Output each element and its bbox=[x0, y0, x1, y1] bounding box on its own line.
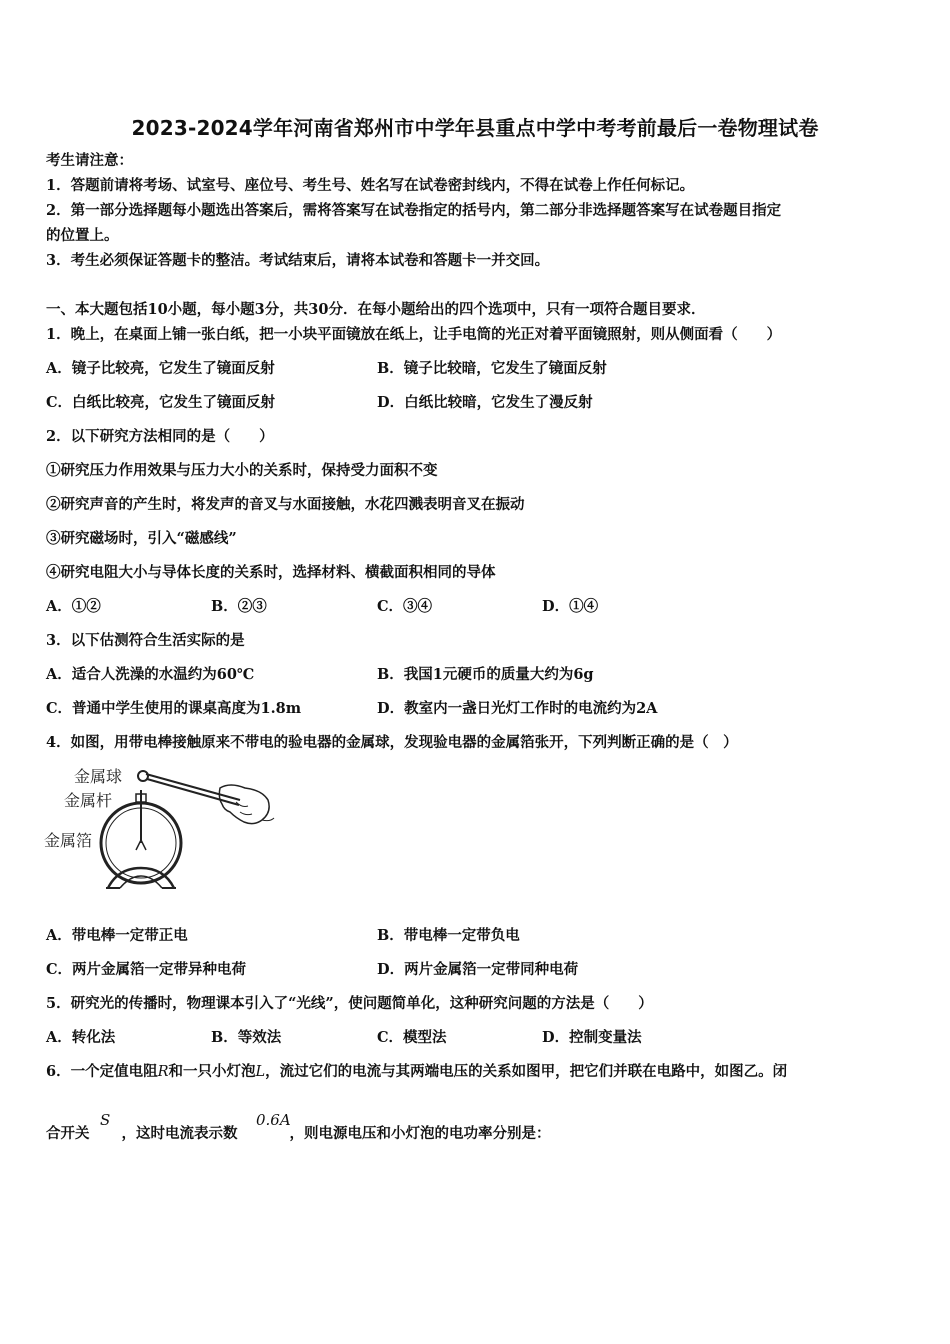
q4-option-c: C．两片金属箔一定带异种电荷 bbox=[46, 961, 247, 978]
q6-stem-line2 bbox=[46, 1124, 551, 1144]
q4-option-b: B．带电棒一定带负电 bbox=[377, 927, 520, 944]
q2-statement-3: ③研究磁场时，引入“磁感线” bbox=[46, 530, 237, 547]
q1-option-b: B．镜子比较暗，它发生了镜面反射 bbox=[377, 360, 607, 377]
q5-option-d: D．控制变量法 bbox=[542, 1029, 642, 1046]
q6-text-4: 合开关 bbox=[46, 1125, 90, 1142]
q6-symbol-r: R bbox=[157, 1064, 169, 1080]
q5-option-b: B．等效法 bbox=[211, 1029, 282, 1046]
notice-item-2: 2．第一部分选择题每小题选出答案后，需将答案写在试卷指定的括号内，第二部分非选择题答案写在试卷题目指定 bbox=[46, 202, 782, 219]
label-metal-ball: 金属球 bbox=[74, 767, 123, 786]
q4-stem: 4．如图，用带电棒接触原来不带电的验电器的金属球，发现验电器的金属箔张开，下列判断正确的是（ ） bbox=[46, 734, 738, 751]
q1-option-a: A．镜子比较亮，它发生了镜面反射 bbox=[46, 360, 275, 377]
q2-option-a: A．①② bbox=[46, 598, 101, 615]
q3-stem: 3．以下估测符合生活实际的是 bbox=[46, 632, 245, 649]
q3-option-c: C．普通中学生使用的课桌高度为1.8m bbox=[46, 700, 302, 717]
q1-option-c: C．白纸比较亮，它发生了镜面反射 bbox=[46, 394, 276, 411]
q4-option-d: D．两片金属箔一定带同种电荷 bbox=[377, 961, 579, 978]
q2-option-b: B．②③ bbox=[211, 598, 267, 615]
q6-text-6: ，则电源电压和小灯泡的电功率分别是： bbox=[289, 1125, 551, 1142]
label-metal-rod: 金属杆 bbox=[64, 791, 113, 810]
label-metal-foil: 金属箔 bbox=[44, 831, 93, 850]
q6-text-3: ，流过它们的电流与其两端电压的关系如图甲，把它们并联在电路中，如图乙。闭 bbox=[265, 1063, 788, 1080]
notice-heading: 考生请注意： bbox=[46, 152, 133, 169]
notice-item-3: 3．考生必须保证答题卡的整洁。考试结束后，请将本试卷和答题卡一并交回。 bbox=[46, 252, 550, 269]
q1-option-d: D．白纸比较暗，它发生了漫反射 bbox=[377, 394, 593, 411]
q2-stem: 2．以下研究方法相同的是（ ） bbox=[46, 428, 274, 445]
q2-statement-4: ④研究电阻大小与导体长度的关系时，选择材料、横截面积相同的导体 bbox=[46, 564, 496, 581]
q3-option-a: A．适合人洗澡的水温约为60℃ bbox=[46, 666, 255, 683]
section-heading: 一、本大题包括10小题，每小题3分，共30分．在每小题给出的四个选项中，只有一项符合题目要求． bbox=[46, 301, 706, 318]
electroscope-figure bbox=[40, 760, 280, 900]
q6-text-5: ，这时电流表示数 bbox=[121, 1125, 238, 1142]
notice-item-1: 1．答题前请将考场、试室号、座位号、考生号、姓名写在试卷密封线内，不得在试卷上作任何标记。 bbox=[46, 177, 695, 194]
q5-option-a: A．转化法 bbox=[46, 1029, 116, 1046]
q2-option-d: D．①④ bbox=[542, 598, 599, 615]
notice-item-2-cont: 的位置上。 bbox=[46, 227, 119, 244]
q6-symbol-s: S bbox=[100, 1111, 111, 1129]
q4-option-a: A．带电棒一定带正电 bbox=[46, 927, 188, 944]
q6-symbol-l: L bbox=[255, 1064, 266, 1080]
q2-statement-2: ②研究声音的产生时，将发声的音叉与水面接触，水花四溅表明音叉在振动 bbox=[46, 496, 525, 513]
q6-text-2: 和一只小灯泡 bbox=[168, 1063, 256, 1080]
q2-statement-1: ①研究压力作用效果与压力大小的关系时，保持受力面积不变 bbox=[46, 462, 438, 479]
q5-option-c: C．模型法 bbox=[377, 1029, 447, 1046]
q5-stem: 5．研究光的传播时，物理课本引入了“光线”，使问题简单化，这种研究问题的方法是（ ） bbox=[46, 995, 653, 1012]
page-title: 2023-2024学年河南省郑州市中学年县重点中学中考考前最后一卷物理试卷 bbox=[131, 116, 819, 140]
q6-current-value: 0.6A bbox=[256, 1111, 291, 1129]
q6-stem-line1 bbox=[46, 1062, 787, 1082]
q2-option-c: C．③④ bbox=[377, 598, 433, 615]
q3-option-d: D．教室内一盏日光灯工作时的电流约为2A bbox=[377, 700, 658, 717]
q3-option-b: B．我国1元硬币的质量大约为6g bbox=[377, 666, 594, 683]
q6-text-1: 6．一个定值电阻 bbox=[46, 1063, 158, 1080]
q1-stem: 1．晚上，在桌面上铺一张白纸，把一小块平面镜放在纸上，让手电筒的光正对着平面镜照射，则从侧面看（ ） bbox=[46, 326, 782, 343]
